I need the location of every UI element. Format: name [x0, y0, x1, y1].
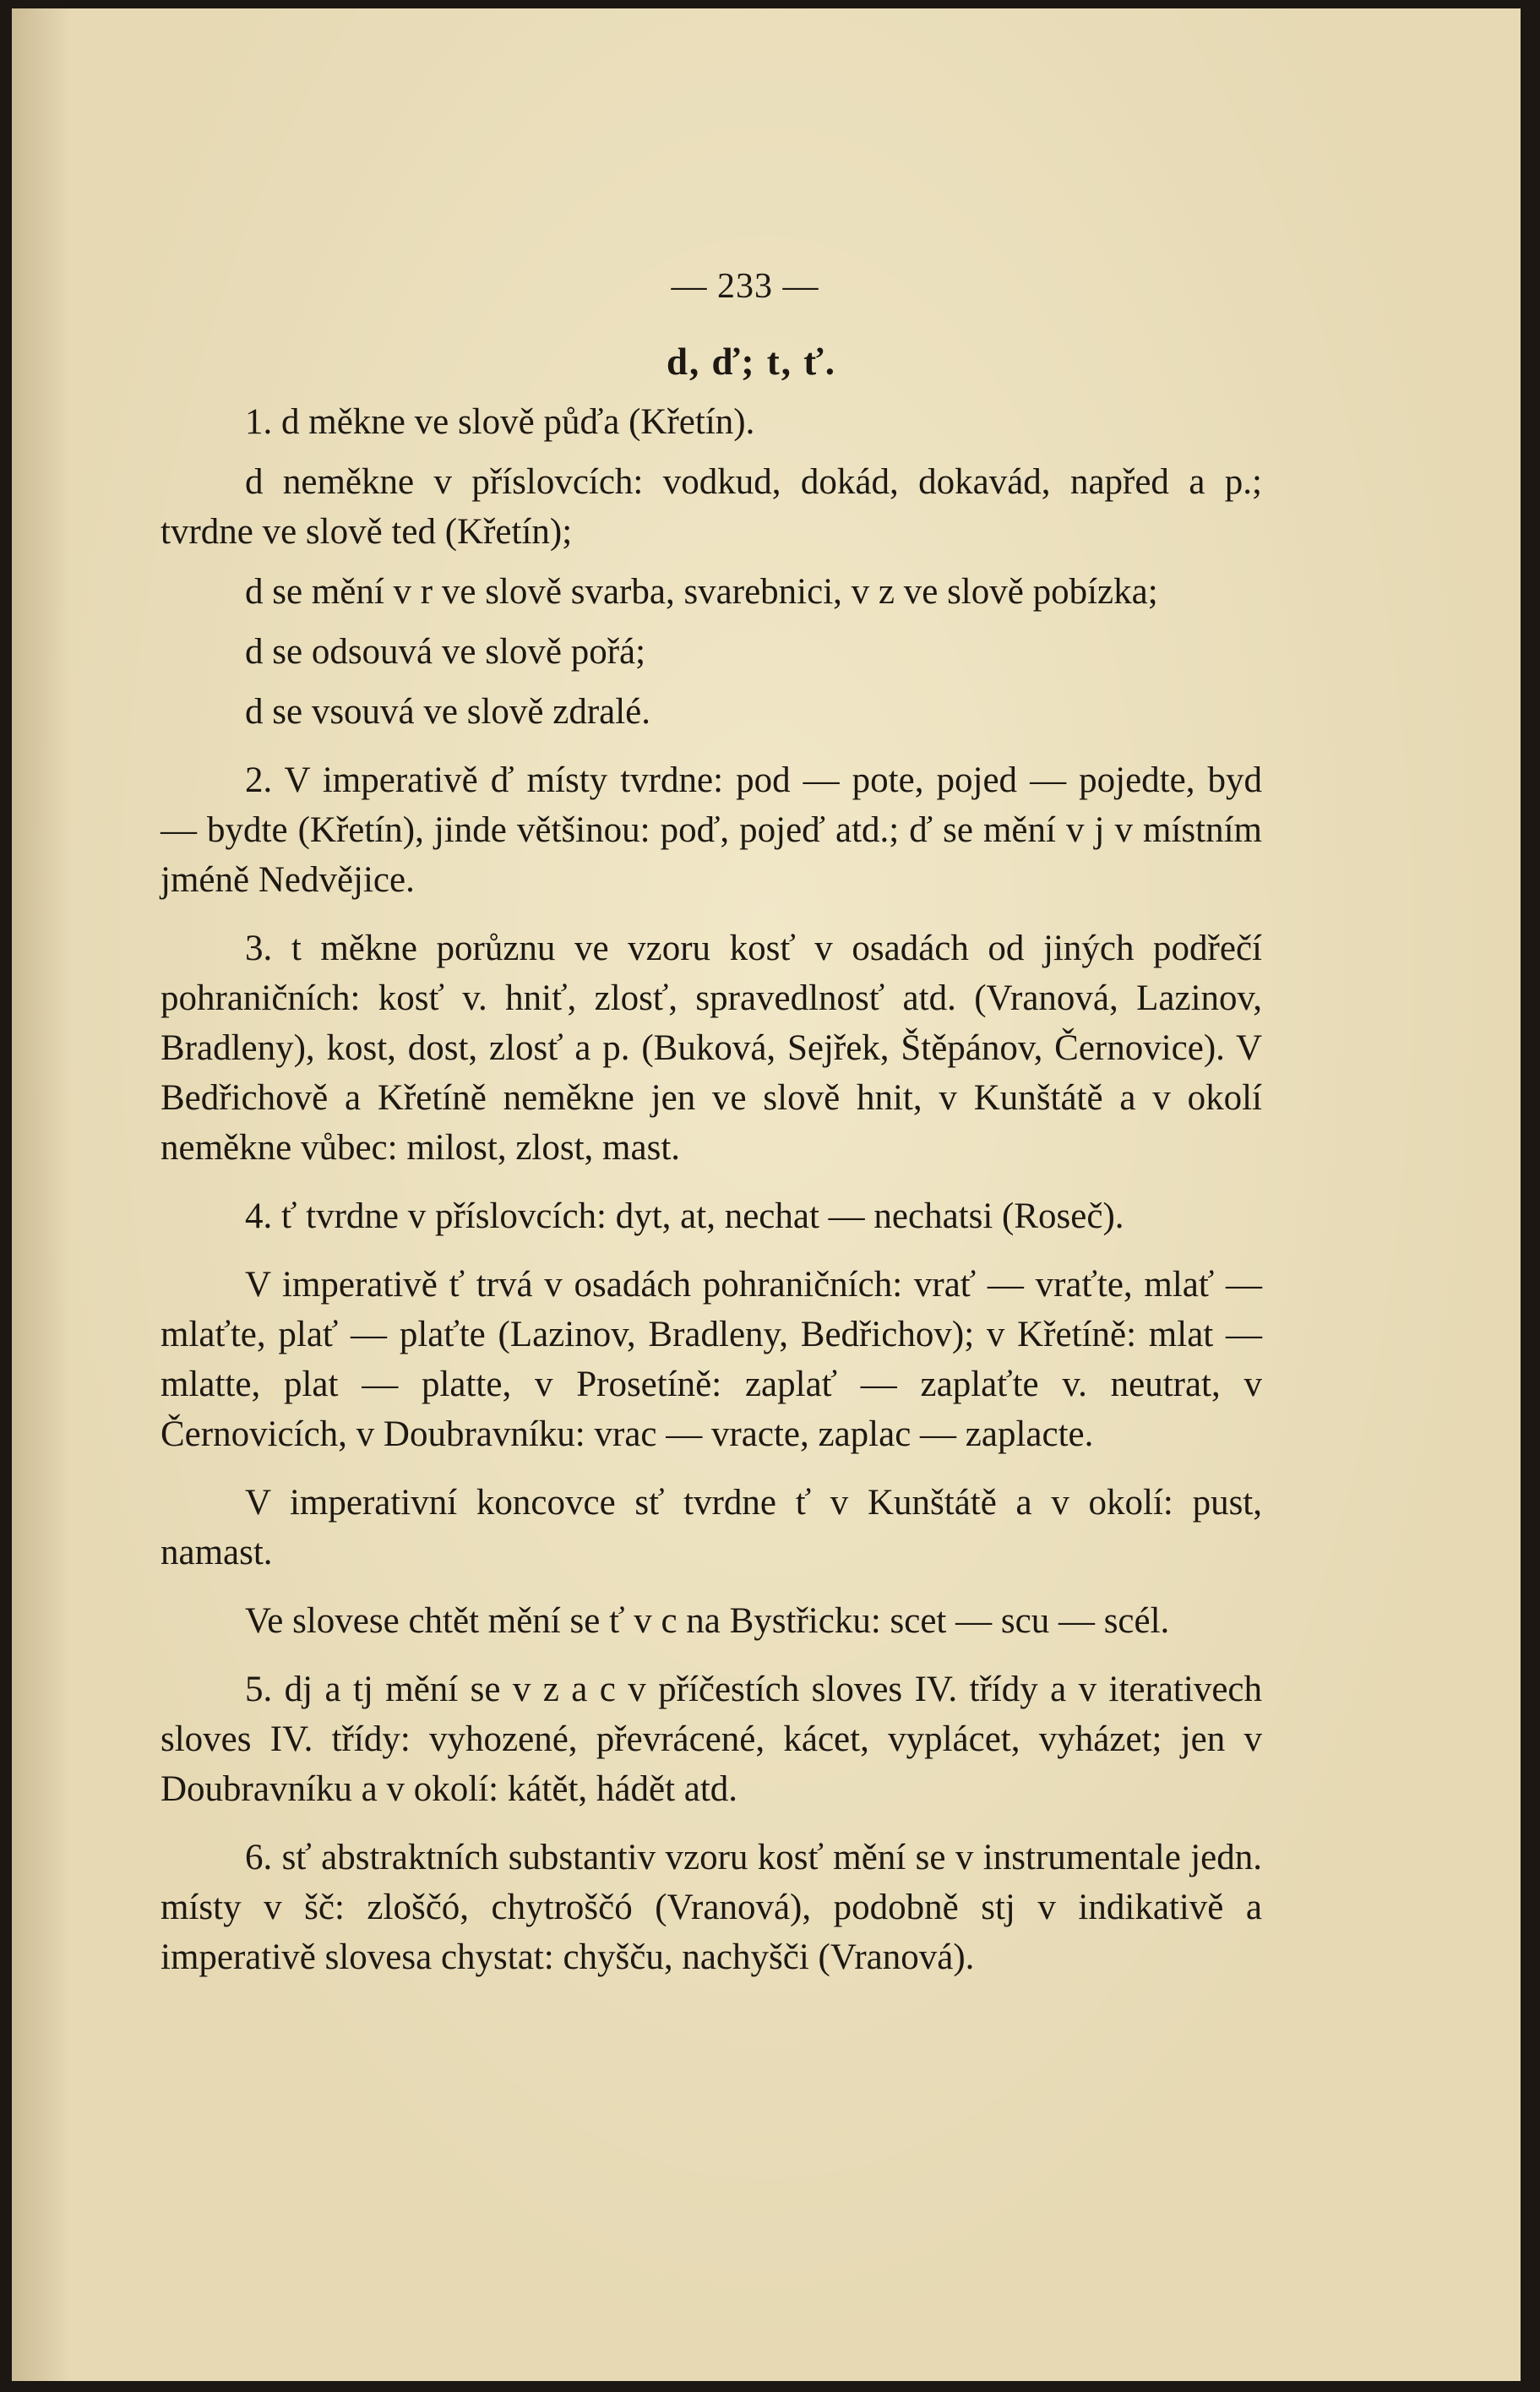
- paragraph: d se vsouvá ve slově zdralé.: [245, 692, 651, 732]
- paragraph: 1. d měkne ve slově půďa (Křetín).: [245, 402, 755, 442]
- paragraph: d neměkne v příslovcích: vodkud, dokád, dokavád, napřed a p.; tvrdne ve slově ted (Křetín);: [161, 462, 1262, 552]
- paragraph: 5. dj a tj mění se v z a c v příčestích sloves IV. třídy a v iterativech sloves IV. třídy: vyhozené, převrácené, kácet, vyplácet, vyházet; jen v Doubravníku a v okolí: kátět, hádět atd.: [161, 1670, 1262, 1809]
- paragraph: V imperativní koncovce sť tvrdne ť v Kunštátě a v okolí: pust, namast.: [161, 1483, 1262, 1572]
- paragraph: V imperativě ť trvá v osadách pohraničních: vrať — vraťte, mlať — mlaťte, plať — plaťte (Lazinov, Bradleny, Bedřichov); v Křetíně: mlat — mlatte, plat — platte, v Prosetíně: zaplať — zaplaťte v. neutrat, v Černovicích, v Doubravníku: vrac — vracte, zaplac — zaplacte.: [161, 1265, 1262, 1454]
- page-text: [161, 262, 1262, 1982]
- paragraph: 2. V imperativě ď místy tvrdne: pod — pote, pojed — pojedte, byd — bydte (Křetín), jinde většinou: poď, pojeď atd.; ď se mění v j v místním jméně Nedvějice.: [161, 760, 1262, 900]
- paragraph: 4. ť tvrdne v příslovcích: dyt, at, nechat — nechatsi (Roseč).: [245, 1196, 1124, 1236]
- paragraph: d se odsouvá ve slově pořá;: [245, 632, 646, 672]
- paragraph: Ve slovese chtět mění se ť v c na Bystřicku: scet — scu — scél.: [245, 1601, 1170, 1641]
- section-heading: d, ď; t, ť.: [667, 341, 836, 383]
- paragraph: 3. t měkne porůznu ve vzoru kosť v osadách od jiných podřečí pohraničních: kosť v. hniť, zlosť, spravedlnosť atd. (Vranová, Lazinov, Bradleny), kost, dost, zlosť a p. (Buková, Sejřek, Štěpánov, Černovice). V Bedřichově a Křetíně neměkne jen ve slově hnit, v Kunštátě a v okolí neměkne vůbec: milost, zlost, mast.: [161, 929, 1262, 1168]
- page-number: — 233 —: [671, 267, 819, 306]
- book-page: [12, 8, 1521, 2381]
- paragraph: d se mění v r ve slově svarba, svarebnici, v z ve slově pobízka;: [245, 572, 1158, 612]
- paragraph: 6. sť abstraktních substantiv vzoru kosť mění se v instrumentale jedn. místy v šč: zloščó, chytroščó (Vranová), podobně stj v indikativě a imperativě slovesa chystat: chyšču, nachyšči (Vranová).: [161, 1838, 1262, 1977]
